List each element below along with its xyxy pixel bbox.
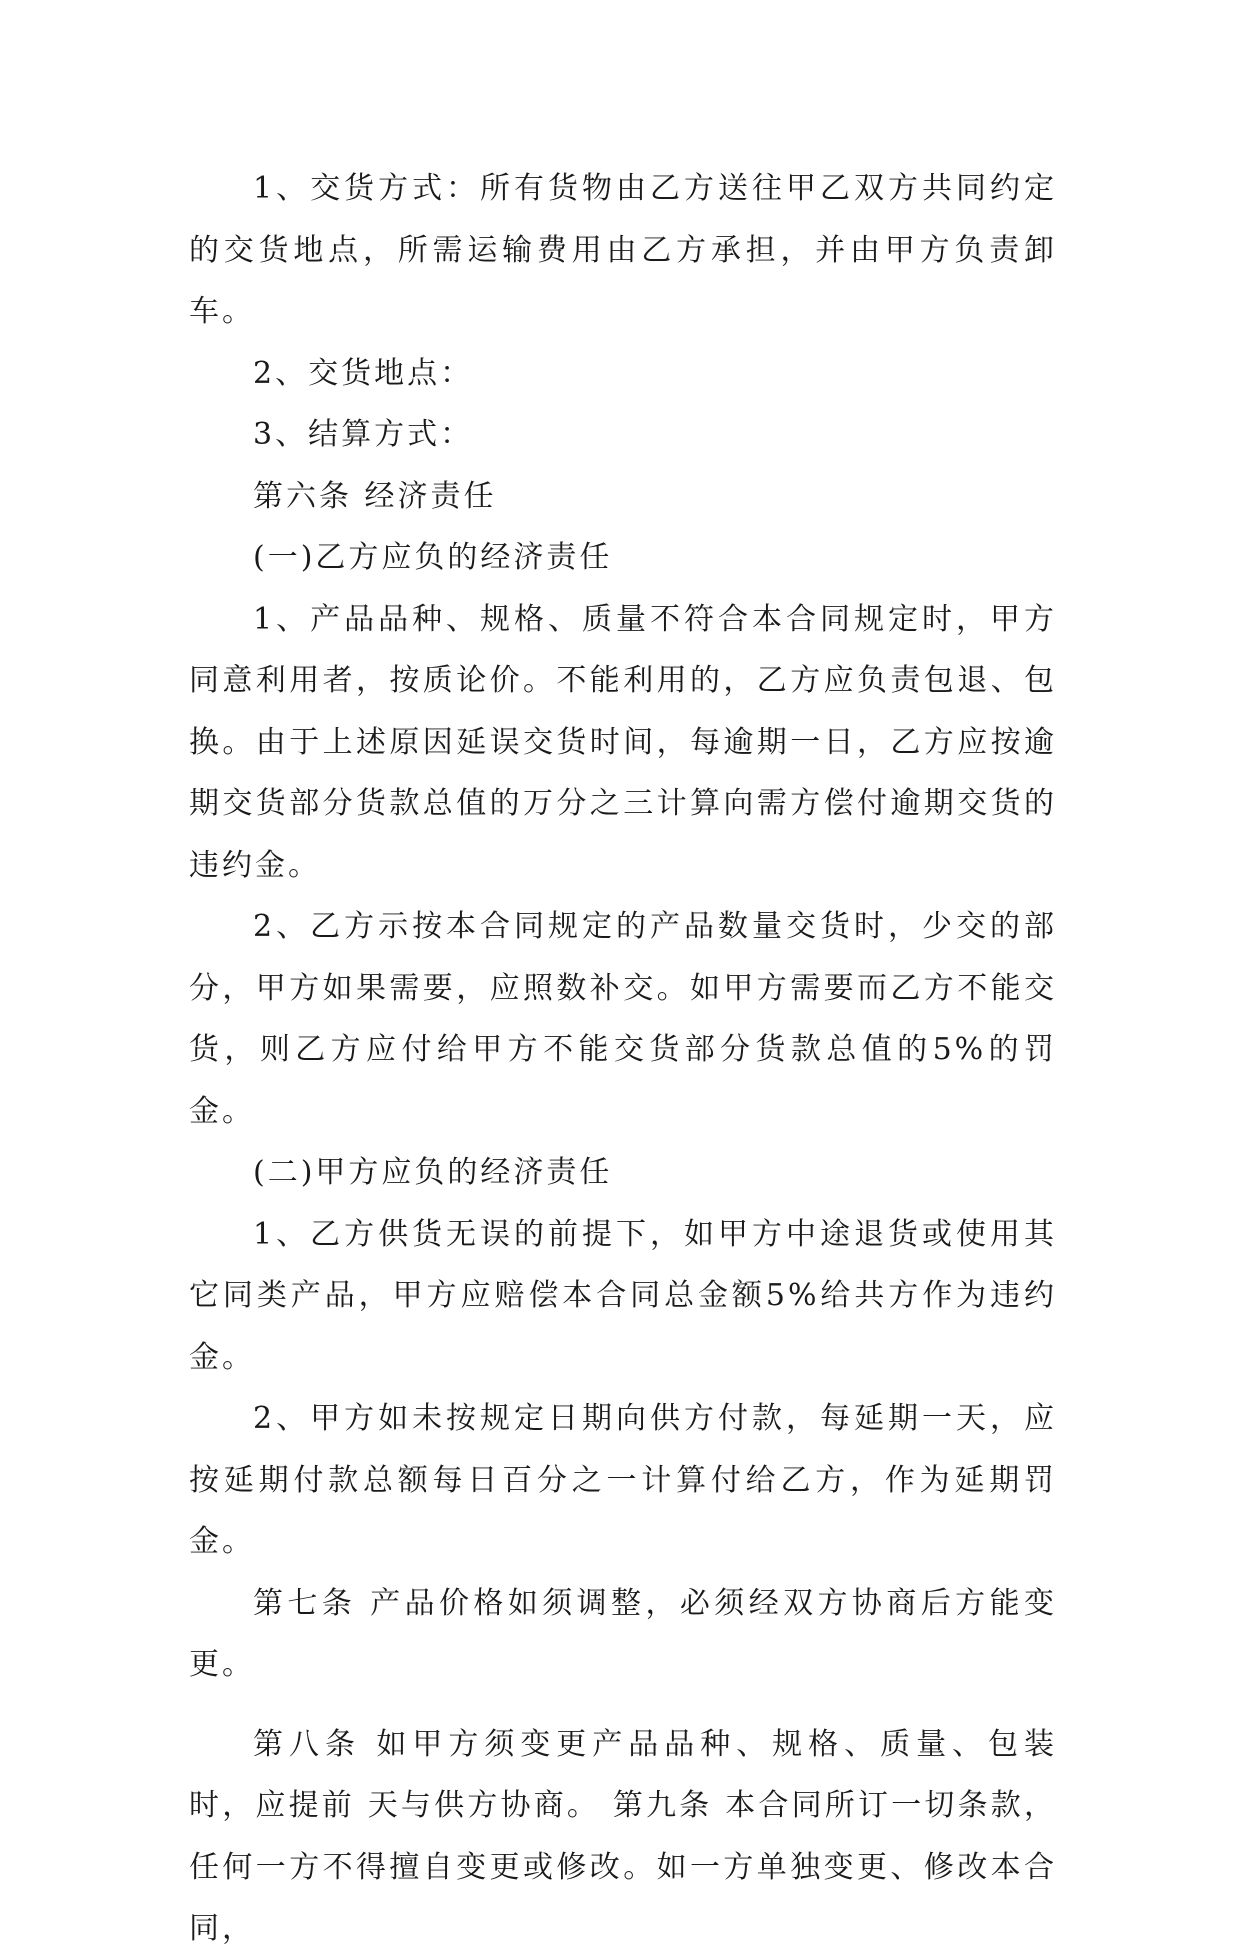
paragraph-party-b-clause-2: 2、乙方示按本合同规定的产品数量交货时，少交的部分，甲方如果需要，应照数补交。如甲方需要而乙方不能交货，则乙方应付给甲方不能交货部分货款总值的5%的罚金。	[189, 909, 1057, 1129]
heading-party-b-liability: (一)乙方应负的经济责任	[253, 540, 613, 575]
paragraph-article-seven: 第七条 产品价格如须调整，必须经双方协商后方能变更。	[189, 1585, 1057, 1682]
paragraph-article-eight-nine: 第八条 如甲方须变更产品品种、规格、质量、包装时，应提前 天与供方协商。 第九条 本合同所订一切条款，任何一方不得擅自变更或修改。如一方单独变更、修改本合同，	[189, 1726, 1057, 1946]
paragraph-settlement-method: 3、结算方式：	[253, 417, 474, 452]
paragraph-party-a-clause-1: 1、乙方供货无误的前提下，如甲方中途退货或使用其它同类产品，甲方应赔偿本合同总金额5%给共方作为违约金。	[189, 1216, 1057, 1375]
paragraph-party-b-clause-1: 1、产品品种、规格、质量不符合本合同规定时，甲方同意利用者，按质论价。不能利用的，乙方应负责包退、包换。由于上述原因延误交货时间，每逾期一日，乙方应按逾期交货部分货款总值的万分之三计算向需方偿付逾期交货的违约金。	[189, 601, 1057, 883]
document-page	[189, 158, 1057, 1960]
paragraph-delivery-method: 1、交货方式：所有货物由乙方送往甲乙双方共同约定的交货地点，所需运输费用由乙方承担，并由甲方负责卸车。	[189, 171, 1057, 329]
paragraph-delivery-place: 2、交货地点：	[253, 355, 474, 391]
heading-article-six: 第六条 经济责任	[253, 478, 497, 514]
paragraph-party-a-clause-2: 2、甲方如未按规定日期向供方付款，每延期一天，应按延期付款总额每日百分之一计算付给乙方，作为延期罚金。	[189, 1401, 1057, 1559]
heading-party-a-liability: (二)甲方应负的经济责任	[253, 1155, 613, 1190]
